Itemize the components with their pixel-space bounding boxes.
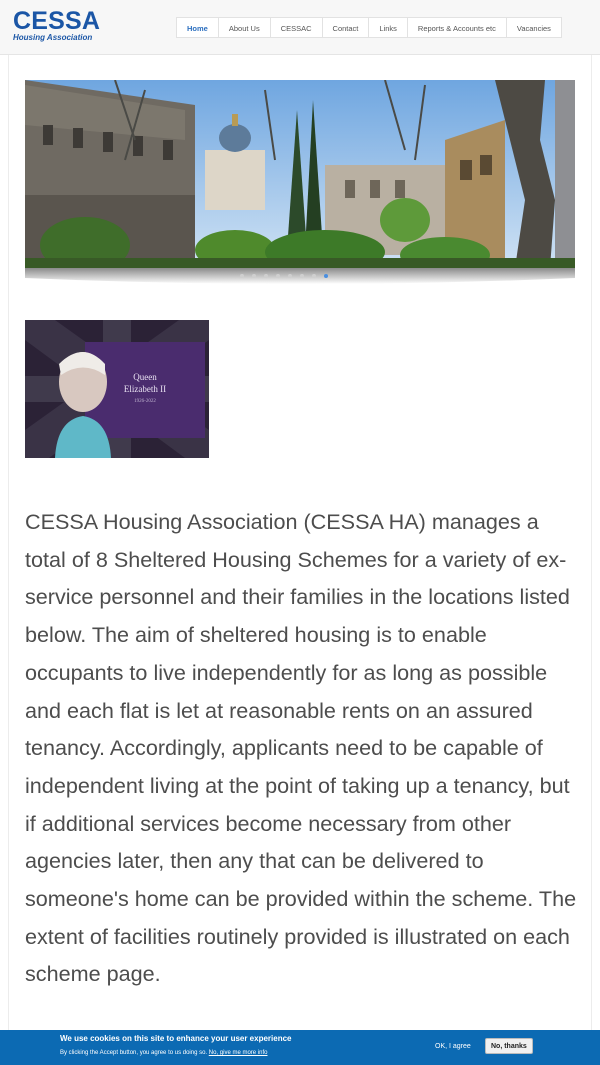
nav-item-home[interactable]: Home <box>176 17 218 38</box>
intro-paragraph: CESSA Housing Association (CESSA HA) manages a total of 8 Sheltered Housing Schemes for a variety of ex-service personnel and their families in the locations listed below. The aim of sheltered housing is to enable occupants to live independently for as long as possible and each flat is let at reasonable rents on an assured tenancy. Accordingly, applicants need to be capable of independent living at the point of taking up a tenancy, but if additional services become necessary from other agencies later, then any that can be delivered to someone's home can be provided within the scheme. The extent of facilities routinely provided is illustrated on each scheme page. <box>25 509 577 987</box>
site-logo[interactable] <box>13 9 105 42</box>
main-nav <box>176 17 562 38</box>
nav-item-links[interactable]: Links <box>368 17 407 38</box>
slider-dot[interactable] <box>276 274 280 278</box>
logo-subtitle: Housing Association <box>13 33 93 42</box>
slider-dot[interactable] <box>252 274 256 278</box>
hero-slide-image <box>25 80 575 268</box>
cookie-accept-button[interactable]: OK, I agree <box>435 1043 471 1050</box>
cookie-more-info-link[interactable]: No, give me more info <box>208 1050 268 1056</box>
cookie-banner <box>0 1030 600 1065</box>
memorial-image <box>25 320 209 458</box>
logo-title: CESSA <box>13 7 101 35</box>
slider-pagination <box>240 274 328 280</box>
slider-dot[interactable] <box>288 274 292 278</box>
cookie-decline-button[interactable]: No, thanks <box>485 1038 533 1054</box>
slider-dot[interactable] <box>264 274 268 278</box>
slider-dot-active[interactable] <box>324 274 328 278</box>
cookie-text: By clicking the Accept button, you agree to us doing so. <box>60 1050 208 1056</box>
slider-dot[interactable] <box>312 274 316 278</box>
nav-item-vacancies[interactable]: Vacancies <box>506 17 562 38</box>
thumb-title-line3: 1926-2022 <box>134 399 156 404</box>
hero-slider[interactable] <box>25 80 575 268</box>
thumb-title-line1: Queen <box>133 372 157 382</box>
queen-elizabeth-thumbnail[interactable] <box>25 320 209 458</box>
nav-item-cessac[interactable]: CESSAC <box>270 17 322 38</box>
site-header <box>0 0 600 55</box>
thumb-title-line2: Elizabeth II <box>123 384 167 394</box>
nav-item-about-us[interactable]: About Us <box>218 17 270 38</box>
nav-item-reports[interactable]: Reports & Accounts etc <box>407 17 506 38</box>
nav-item-contact[interactable]: Contact <box>322 17 369 38</box>
slider-dot[interactable] <box>240 274 244 278</box>
slider-dot[interactable] <box>300 274 304 278</box>
cookie-title: We use cookies on this site to enhance your user experience <box>60 1034 292 1043</box>
cookie-description <box>60 1050 267 1056</box>
